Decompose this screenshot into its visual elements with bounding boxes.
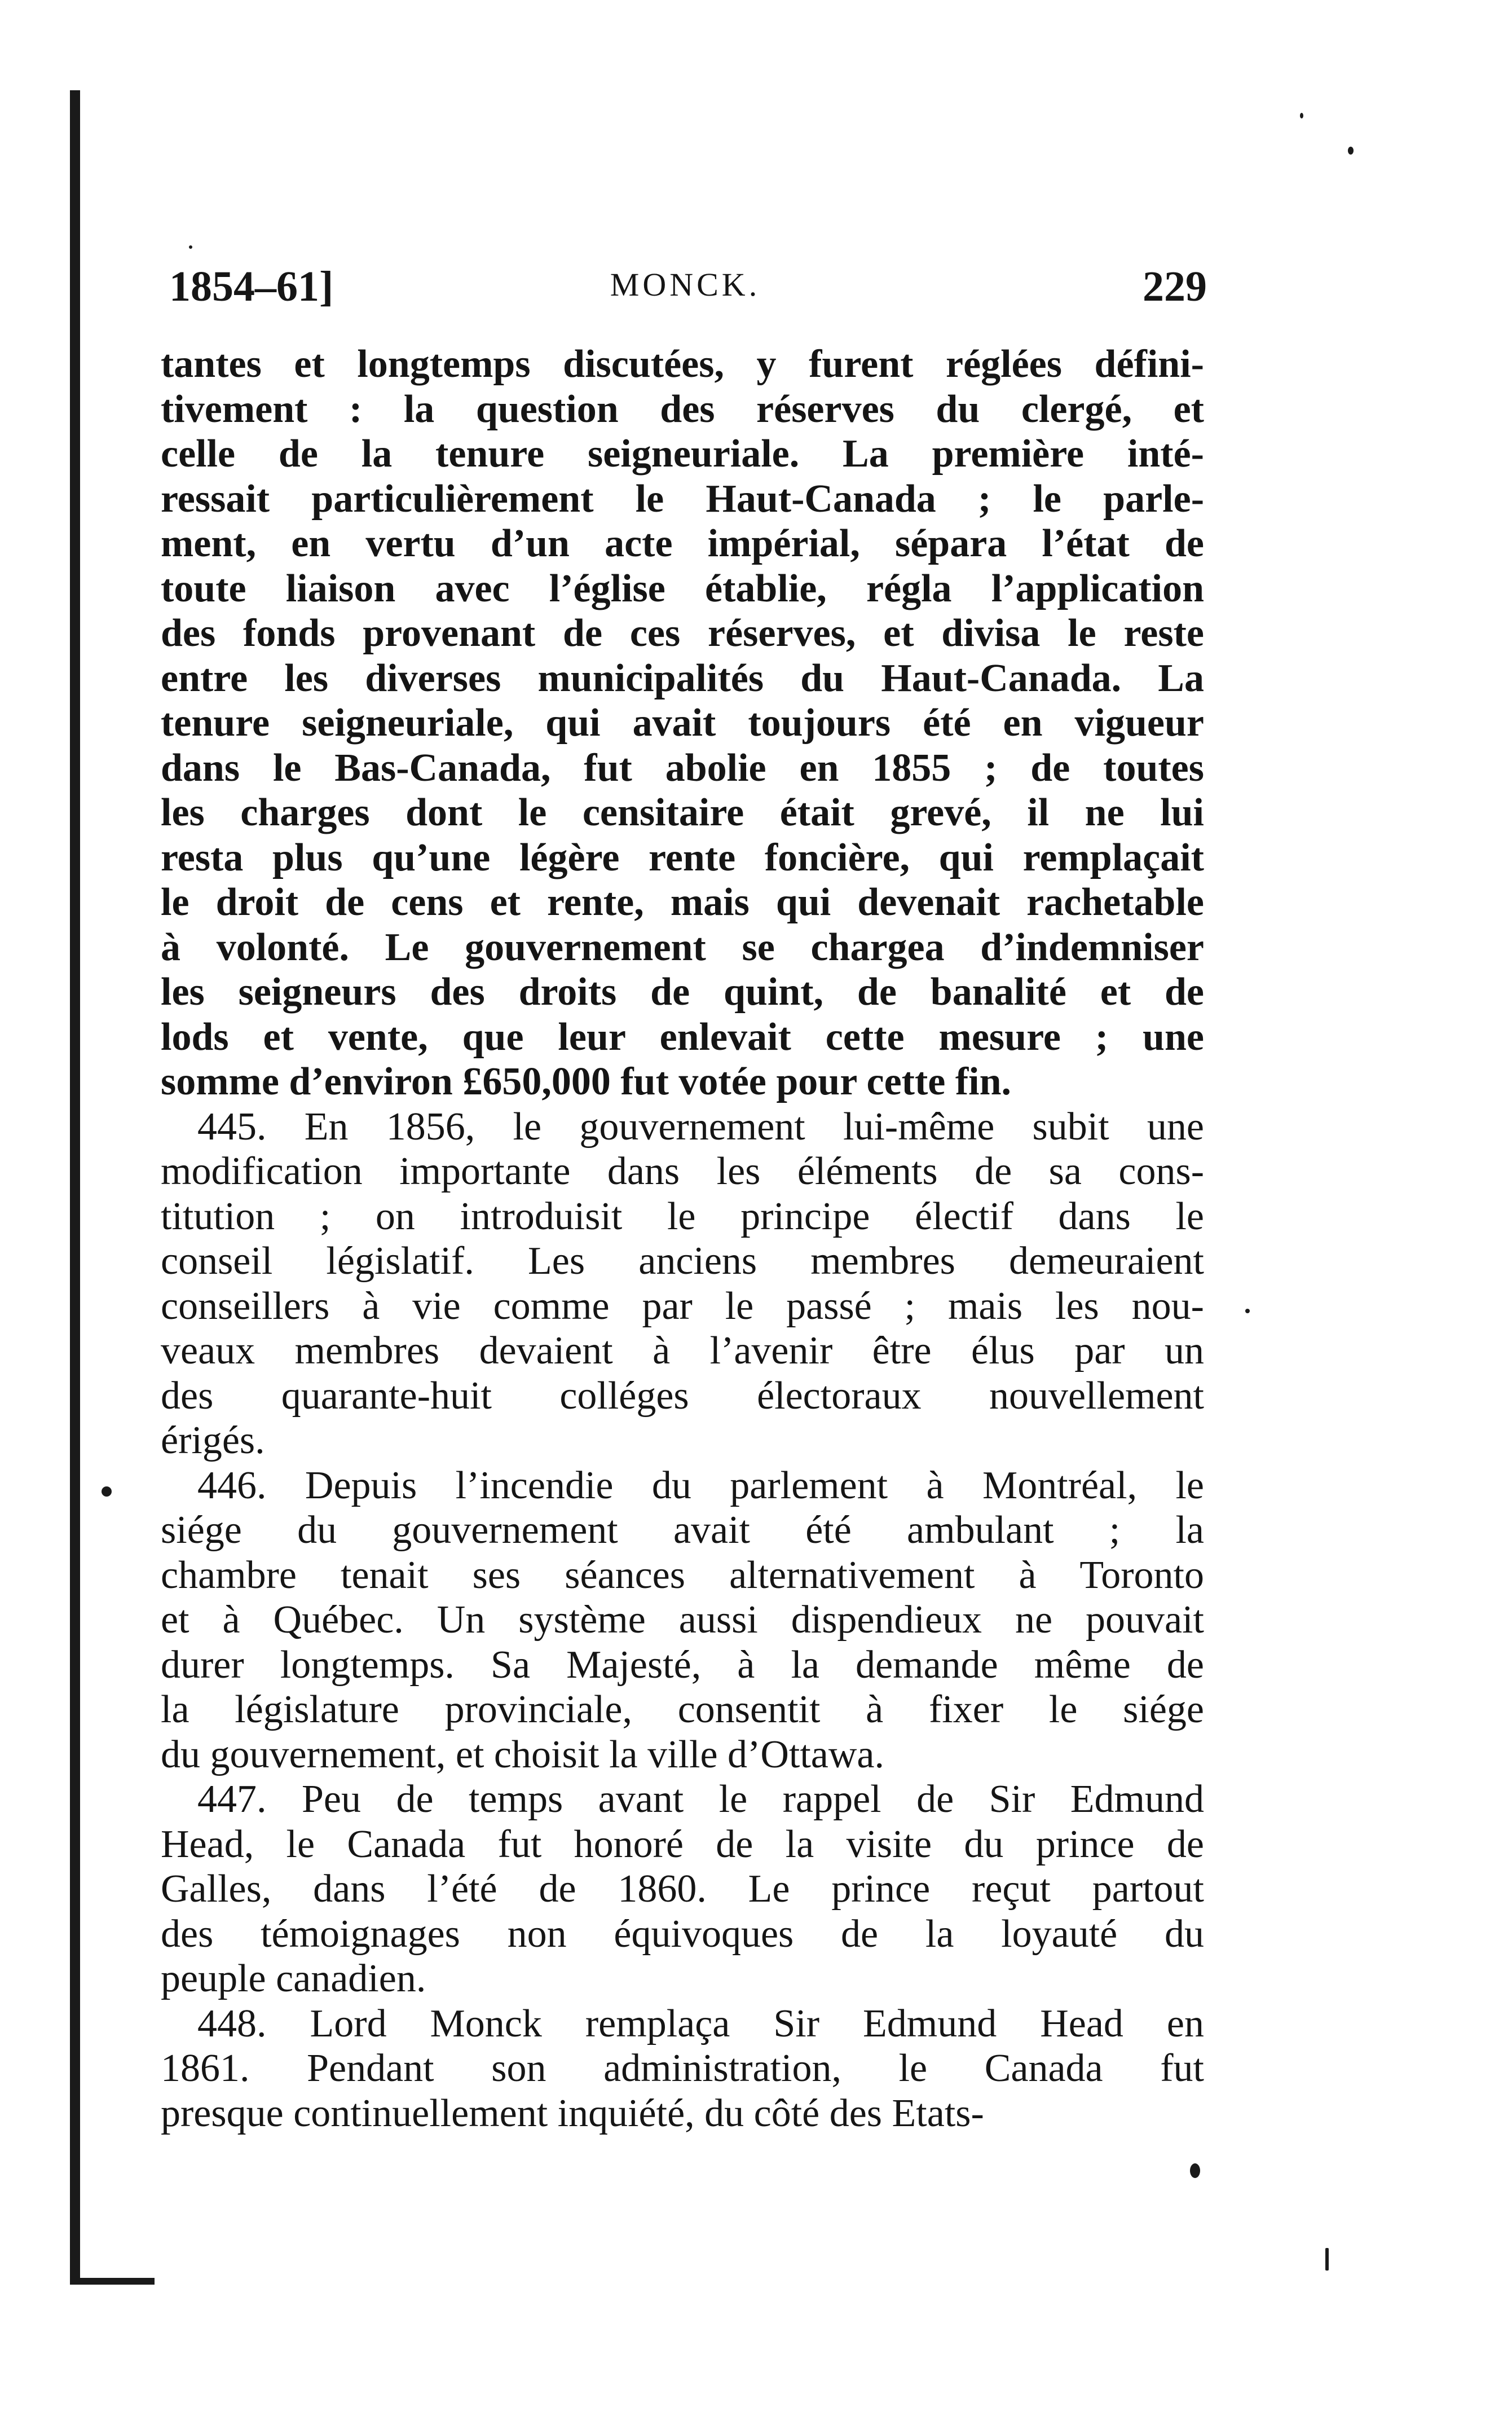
text-line: le droit de cens et rente, mais qui devenait rachetable (161, 881, 1204, 924)
text-line: la législature provinciale, consentit à fixer le siége (161, 1688, 1204, 1731)
text-line: conseillers à vie comme par le passé ; mais les nou- (161, 1284, 1204, 1328)
text-line: somme d’environ £650,000 fut votée pour cette fin. (161, 1060, 1012, 1103)
text-line: chambre tenait ses séances alternativement à Toronto (161, 1553, 1204, 1597)
running-head-years: 1854–61] (169, 263, 334, 310)
running-head (164, 262, 1207, 324)
text-line: 1861. Pendant son administration, le Canada fut (161, 2047, 1204, 2090)
text-line: durer longtemps. Sa Majesté, à la demande même de (161, 1643, 1204, 1687)
text-line: 448. Lord Monck remplaça Sir Edmund Head en (197, 2001, 1204, 2045)
text-line: tantes et longtemps discutées, y furent réglées défini- (161, 342, 1204, 386)
scan-speck (1245, 1309, 1250, 1313)
text-line: veaux membres devaient à l’avenir être élus par un (161, 1329, 1204, 1372)
text-line: et à Québec. Un système aussi dispendieux ne pouvait (161, 1598, 1204, 1642)
text-line: dans le Bas-Canada, fut abolie en 1855 ; de toutes (161, 746, 1204, 790)
text-line: les seigneurs des droits de quint, de banalité et de (161, 970, 1204, 1014)
text-line: tivement : la question des réserves du clergé, et (161, 387, 1204, 431)
text-line: toute liaison avec l’église établie, régla l’application (161, 566, 1204, 610)
text-line: ment, en vertu d’un acte impérial, sépara l’état de (161, 522, 1204, 565)
text-line: titution ; on introduisit le principe électif dans le (161, 1194, 1204, 1238)
text-line: conseil législatif. Les anciens membres demeuraient (161, 1239, 1204, 1283)
text-line: peuple canadien. (161, 1957, 426, 2000)
text-line: siége du gouvernement avait été ambulant ; la (161, 1508, 1204, 1552)
text-line: 447. Peu de temps avant le rappel de Sir Edmund (197, 1778, 1204, 1821)
text-line: Head, le Canada fut honoré de la visite du prince de (161, 1822, 1204, 1866)
text-line: des témoignages non équivoques de la loyauté du (161, 1912, 1204, 1956)
text-line: 445. En 1856, le gouvernement lui-même subit une (197, 1105, 1204, 1149)
scan-speck (1190, 2163, 1200, 2178)
text-line: à volonté. Le gouvernement se chargea d’indemniser (161, 925, 1204, 969)
scan-speck (189, 245, 192, 249)
scan-speck (102, 1486, 112, 1497)
text-line: 446. Depuis l’incendie du parlement à Montréal, le (197, 1463, 1204, 1507)
text-line: du gouvernement, et choisit la ville d’Ottawa. (161, 1732, 884, 1776)
page-number: 229 (1143, 263, 1207, 310)
text-line: des quarante-huit colléges électoraux nouvellement (161, 1374, 1204, 1418)
text-line: presque continuellement inquiété, du côté des Etats- (161, 2091, 984, 2135)
text-line: Galles, dans l’été de 1860. Le prince reçut partout (161, 1867, 1204, 1911)
text-line: les charges dont le censitaire était grevé, il ne lui (161, 791, 1204, 834)
text-line: ressait particulièrement le Haut-Canada ; le parle- (161, 477, 1204, 521)
text-line: lods et vente, que leur enlevait cette mesure ; une (161, 1015, 1204, 1059)
scan-edge-line (70, 90, 80, 2282)
text-line: des fonds provenant de ces réserves, et divisa le reste (161, 611, 1204, 655)
text-line: celle de la tenure seigneuriale. La première inté- (161, 432, 1204, 476)
text-line: resta plus qu’une légère rente foncière, qui remplaçait (161, 835, 1204, 879)
scan-speck (1300, 113, 1303, 118)
running-head-title: MONCK. (610, 266, 761, 303)
scan-speck (1348, 147, 1354, 155)
text-line: modification importante dans les éléments de sa cons- (161, 1150, 1204, 1193)
text-line: entre les diverses municipalités du Haut-Canada. La (161, 656, 1204, 700)
body-text (161, 342, 1204, 2136)
scan-speck (1325, 2248, 1329, 2271)
scan-edge-foot (70, 2278, 155, 2285)
text-line: érigés. (161, 1419, 265, 1462)
text-line: tenure seigneuriale, qui avait toujours été en vigueur (161, 701, 1204, 745)
